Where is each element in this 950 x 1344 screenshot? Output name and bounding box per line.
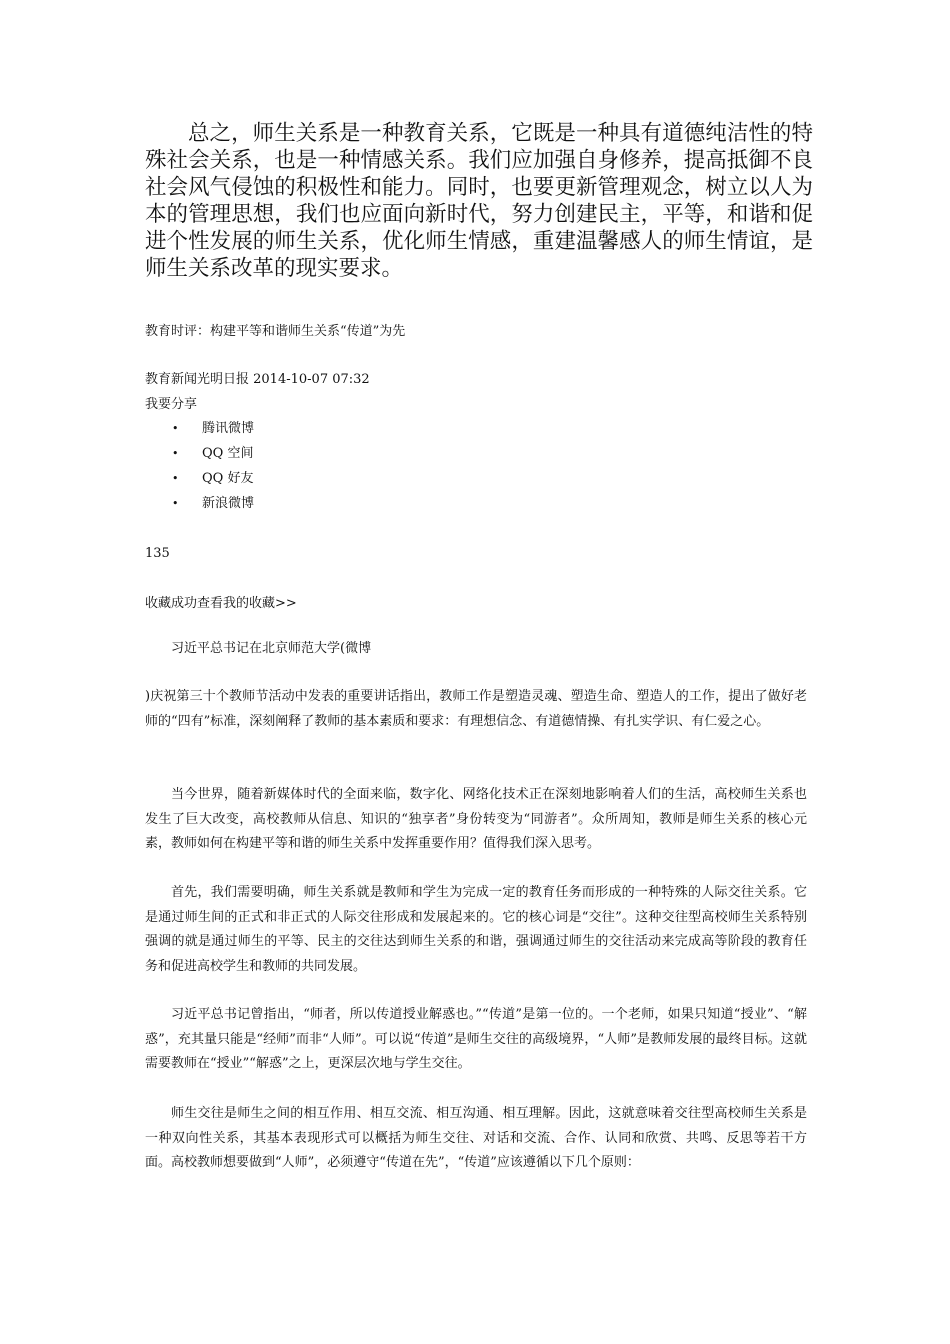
favorite-link[interactable]: 收藏成功查看我的收藏>> [145,596,297,611]
share-item-label: QQ 好友 [202,471,254,486]
share-label: 我要分享 [145,397,198,412]
bullet-icon: • [172,447,179,460]
bullet-icon: • [172,472,179,485]
bullet-icon: • [172,497,179,510]
share-item-label: 腾讯微博 [202,421,255,436]
bullet-icon: • [172,422,179,435]
article-paragraph: 习近平总书记曾指出，“师者，所以传道授业解惑也。”“传道”是第一位的。一个老师，如果只知道“授业”、“解惑”，充其量只能是“经师”而非“人师”。可以说“传道”是师生交往的高级境界，“人师”是教师发展的最终目标。这就需要教师在“授业”“解惑”之上，更深层次地与学生交往。 [145,1007,807,1071]
article-paragraph: )庆祝第三十个教师节活动中发表的重要讲话指出，教师工作是塑造灵魂、塑造生命、塑造人的工作，提出了做好老师的“四有”标准，深刻阐释了教师的基本素质和要求：有理想信念、有道德情操、有扎实学识、有仁爱之心。 [145,689,807,729]
share-item-qq-friends[interactable] [172,469,254,494]
share-count: 135 [145,546,170,561]
article-headline: 教育时评：构建平等和谐师生关系“传道”为先 [145,324,406,339]
article-paragraph: 师生交往是师生之间的相互作用、相互交流、相互沟通、相互理解。因此，这就意味着交往型高校师生关系是一种双向性关系，其基本表现形式可以概括为师生交往、对话和交流、合作、认同和欣赏、共鸣、反思等若干方面。高校教师想要做到“人师”，必须遵守“传道在先”，“传道”应该遵循以下几个原则： [145,1106,807,1170]
share-item-label: QQ 空间 [202,446,254,461]
article-paragraph: 当今世界，随着新媒体时代的全面来临，数字化、网络化技术正在深刻地影响着人们的生活，高校师生关系也发生了巨大改变，高校教师从信息、知识的“独享者”身份转变为“同游者”。众所周知，教师是师生关系的核心元素，教师如何在构建平等和谐的师生关系中发挥重要作用？值得我们深入思考。 [145,787,807,851]
intro-paragraph: 总之，师生关系是一种教育关系，它既是一种具有道德纯洁性的特殊社会关系，也是一种情感关系。我们应加强自身修养，提高抵御不良社会风气侵蚀的积极性和能力。同时，也要更新管理观念，树立以人为本的管理思想，我们也应面向新时代，努力创建民主，平等，和谐和促进个性发展的师生关系，优化师生情感，重建温馨感人的师生情谊，是师生关系改革的现实要求。 [145,121,813,281]
article-source: 教育新闻光明日报 2014-10-07 07:32 [145,372,370,387]
article-paragraph: 首先，我们需要明确，师生关系就是教师和学生为完成一定的教育任务而形成的一种特殊的人际交往关系。它是通过师生间的正式和非正式的人际交往形成和发展起来的。它的核心词是“交往”。这种交往型高校师生关系特别强调的就是通过师生的平等、民主的交往达到师生关系的和谐，强调通过师生的交往活动来完成高等阶段的教育任务和促进高校学生和教师的共同发展。 [145,885,807,974]
share-item-label: 新浪微博 [202,496,255,511]
share-item-sina-weibo[interactable] [172,494,254,519]
share-list [172,419,254,519]
article-paragraph: 习近平总书记在北京师范大学(微博 [171,641,372,656]
share-item-tencent-weibo[interactable] [172,419,254,444]
share-item-qq-zone[interactable] [172,444,254,469]
